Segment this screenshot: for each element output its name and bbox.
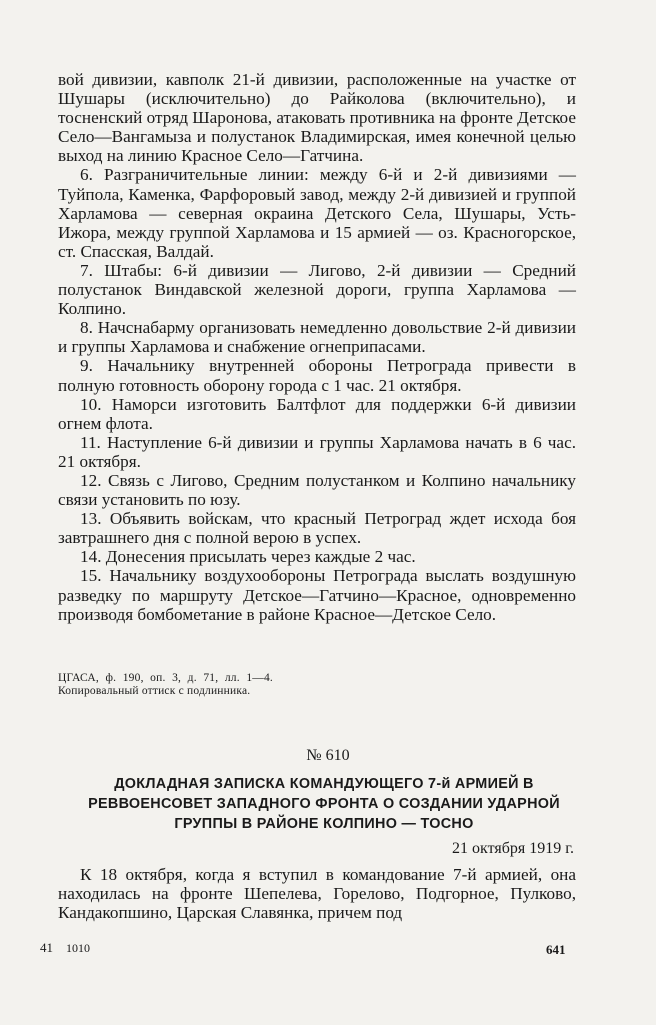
paragraph-item-13: 13. Объявить войскам, что красный Петроград ждет исхода боя завтрашнего дня с полной верою в успех. xyxy=(58,509,576,548)
archive-source-note: ЦГАСА, ф. 190, оп. 3, д. 71, лл. 1—4. Копировальный оттиск с подлинника. xyxy=(58,672,273,697)
paragraph-item-6: 6. Разграничительные линии: между 6-й и 2-й дивизиями — Туйпола, Каменка, Фарфоровый завод, между 2-й дивизией и группой Харламова — северная окраина Детского Села, Шушары, Усть-Ижора, между группой Харламова и 15 армией — оз. Красногорское, ст. Спасская, Валдай. xyxy=(58,165,576,261)
paragraph-item-7: 7. Штабы: 6-й дивизии — Лигово, 2-й дивизии — Средний полустанок Виндавской железной дороги, группа Харламова — Колпино. xyxy=(58,260,576,319)
paragraph-item-14: 14. Донесения присылать через каждые 2 час. xyxy=(80,547,416,567)
intro-paragraph: К 18 октября, когда я вступил в командование 7-й армией, она находилась на фронте Шепелева, Горелово, Подгорное, Пулково, Кандакопшино, Царская Славянка, причем под xyxy=(58,865,576,923)
document-heading: ДОКЛАДНАЯ ЗАПИСКА КОМАНДУЮЩЕГО 7-й АРМИЕЙ В РЕВВОЕНСОВЕТ ЗАПАДНОГО ФРОНТА О СОЗДАНИИ УДАРНОЙ ГРУППЫ В РАЙОНЕ КОЛПИНО — ТОСНО xyxy=(88,776,560,832)
paragraph-item-11: 11. Наступление 6-й дивизии и группы Харламова начать в 6 час. 21 октября. xyxy=(58,432,576,471)
print-code: 1010 xyxy=(66,941,90,955)
paragraph-item-12: 12. Связь с Лигово, Средним полустанком и Колпино начальнику связи установить по юзу. xyxy=(58,470,576,510)
paragraph-item-15: 15. Начальнику воздухообороны Петрограда выслать воздушную разведку по маршруту Детское—Гатчино—Красное, одновременно производя бомбометание в районе Красное—Детское Село. xyxy=(58,566,576,624)
paragraph-item-8: 8. Начснабарму организовать немедленно довольствие 2-й дивизии и группы Харламова и снабжение огнеприпасами. xyxy=(58,318,576,357)
paragraph-continuation: вой дивизии, кавполк 21-й дивизии, расположенные на участке от Шушары (исключительно) до Райколова (включительно), и тосненский отряд Шаронова, атаковать противника на фронте Детское Село—Вангамыза и полустанок Владимирская, имея конечной целью выход на линию Красное Село—Гатчина. xyxy=(58,70,576,166)
document-date: 21 октября 1919 г. xyxy=(452,840,574,857)
order-body-text xyxy=(58,70,576,624)
paragraph-item-9: 9. Начальнику внутренней обороны Петрограда привести в полную готовность оборону города с 1 час. 21 октября. xyxy=(58,356,576,395)
document-number: № 610 xyxy=(306,747,350,764)
report-intro-text xyxy=(58,865,576,922)
signature-mark: 41 xyxy=(40,940,53,955)
paragraph-item-10: 10. Наморси изготовить Балтфлот для поддержки 6-й дивизии огнем флота. xyxy=(58,394,576,433)
page-number: 641 xyxy=(546,942,566,957)
